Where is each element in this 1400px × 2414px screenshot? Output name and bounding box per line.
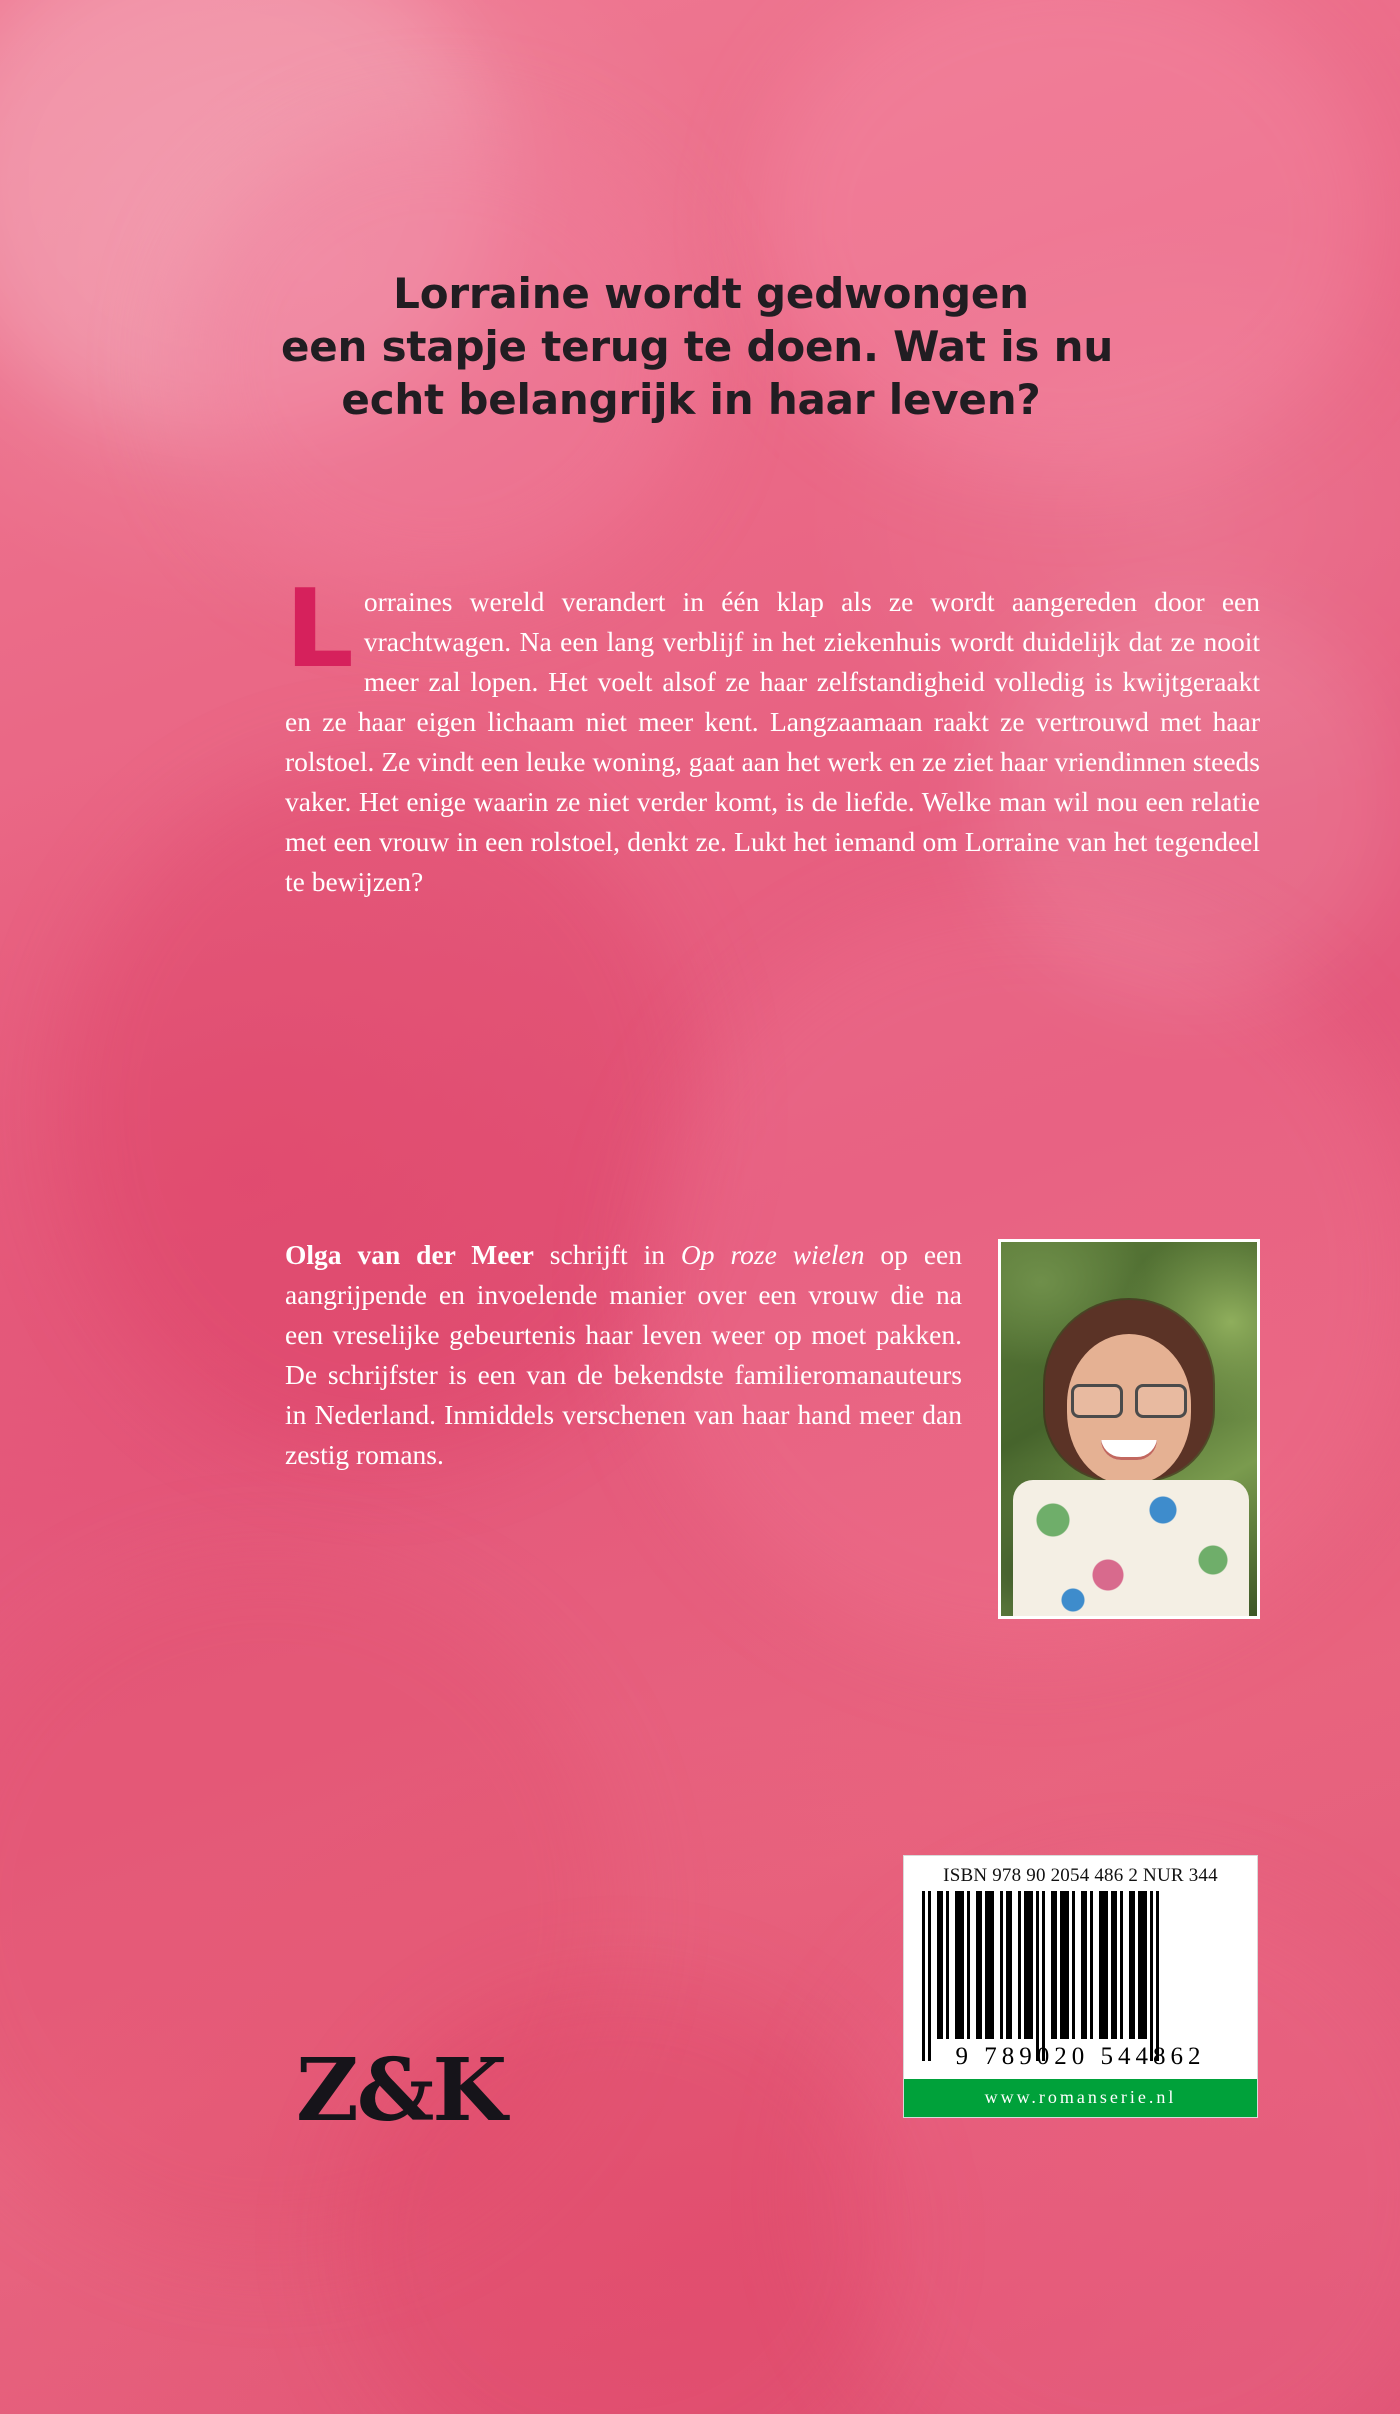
author-photo	[998, 1239, 1260, 1619]
glasses-icon	[1071, 1384, 1187, 1414]
barcode-bars	[922, 1891, 1239, 2061]
author-name: Olga van der Meer	[285, 1239, 534, 1270]
author-mid-text-2: op een aangrijpende en invoelende manier over een vrouw die na een vreselijke gebeurtenis haar leven weer op moet pakken. De schrijfster is een van de bekendste familieromanauteurs in Nederland. Inmiddels verschenen van haar hand meer dan zestig romans.	[285, 1239, 962, 1470]
barcode-digits: 9 789020 544862	[955, 2043, 1206, 2070]
author-mid-text-1: schrijft in	[533, 1239, 681, 1270]
cover-headline	[0, 268, 1400, 427]
headline-line-2: een stapje terug te doen. Wat is nu	[280, 321, 1114, 371]
isbn-line: ISBN 978 90 2054 486 2 NUR 344	[943, 1865, 1218, 1886]
publisher-logo: Z&K	[296, 2040, 506, 2141]
headline-line-3: echt belangrijk in haar leven?	[341, 374, 1041, 424]
headline-line-1: Lorraine wordt gedwongen	[393, 269, 1029, 318]
barcode-block	[903, 1855, 1258, 2118]
blurb-paragraph	[285, 567, 1260, 902]
blurb-text: orraines wereld verandert in één klap als ze wordt aangereden door een vrachtwagen. Na een lang verblijf in het ziekenhuis wordt duidelijk dat ze nooit meer zal lopen. Het voelt alsof ze haar zelfstandigheid volledig is kwijtgeraakt en ze haar eigen lichaam niet meer kent. Langzaamaan raakt ze vertrouwd met haar rolstoel. Ze vindt een leuke woning, gaat aan het werk en ze ziet haar vriendinnen steeds vaker. Het enige waarin ze niet verder komt, is de liefde. Welke man wil nou een relatie met een vrouw in een rolstoel, denkt ze. Lukt het iemand om Lorraine van het tegendeel te bewijzen?	[285, 586, 1260, 897]
drop-cap: L	[285, 567, 354, 692]
background-petal-6	[0, 1560, 620, 2260]
portrait-blouse	[1013, 1480, 1249, 1619]
book-title: Op roze wielen	[680, 1239, 865, 1270]
author-block	[285, 1235, 1260, 1629]
website-strip: www.romanserie.nl	[904, 2079, 1257, 2117]
